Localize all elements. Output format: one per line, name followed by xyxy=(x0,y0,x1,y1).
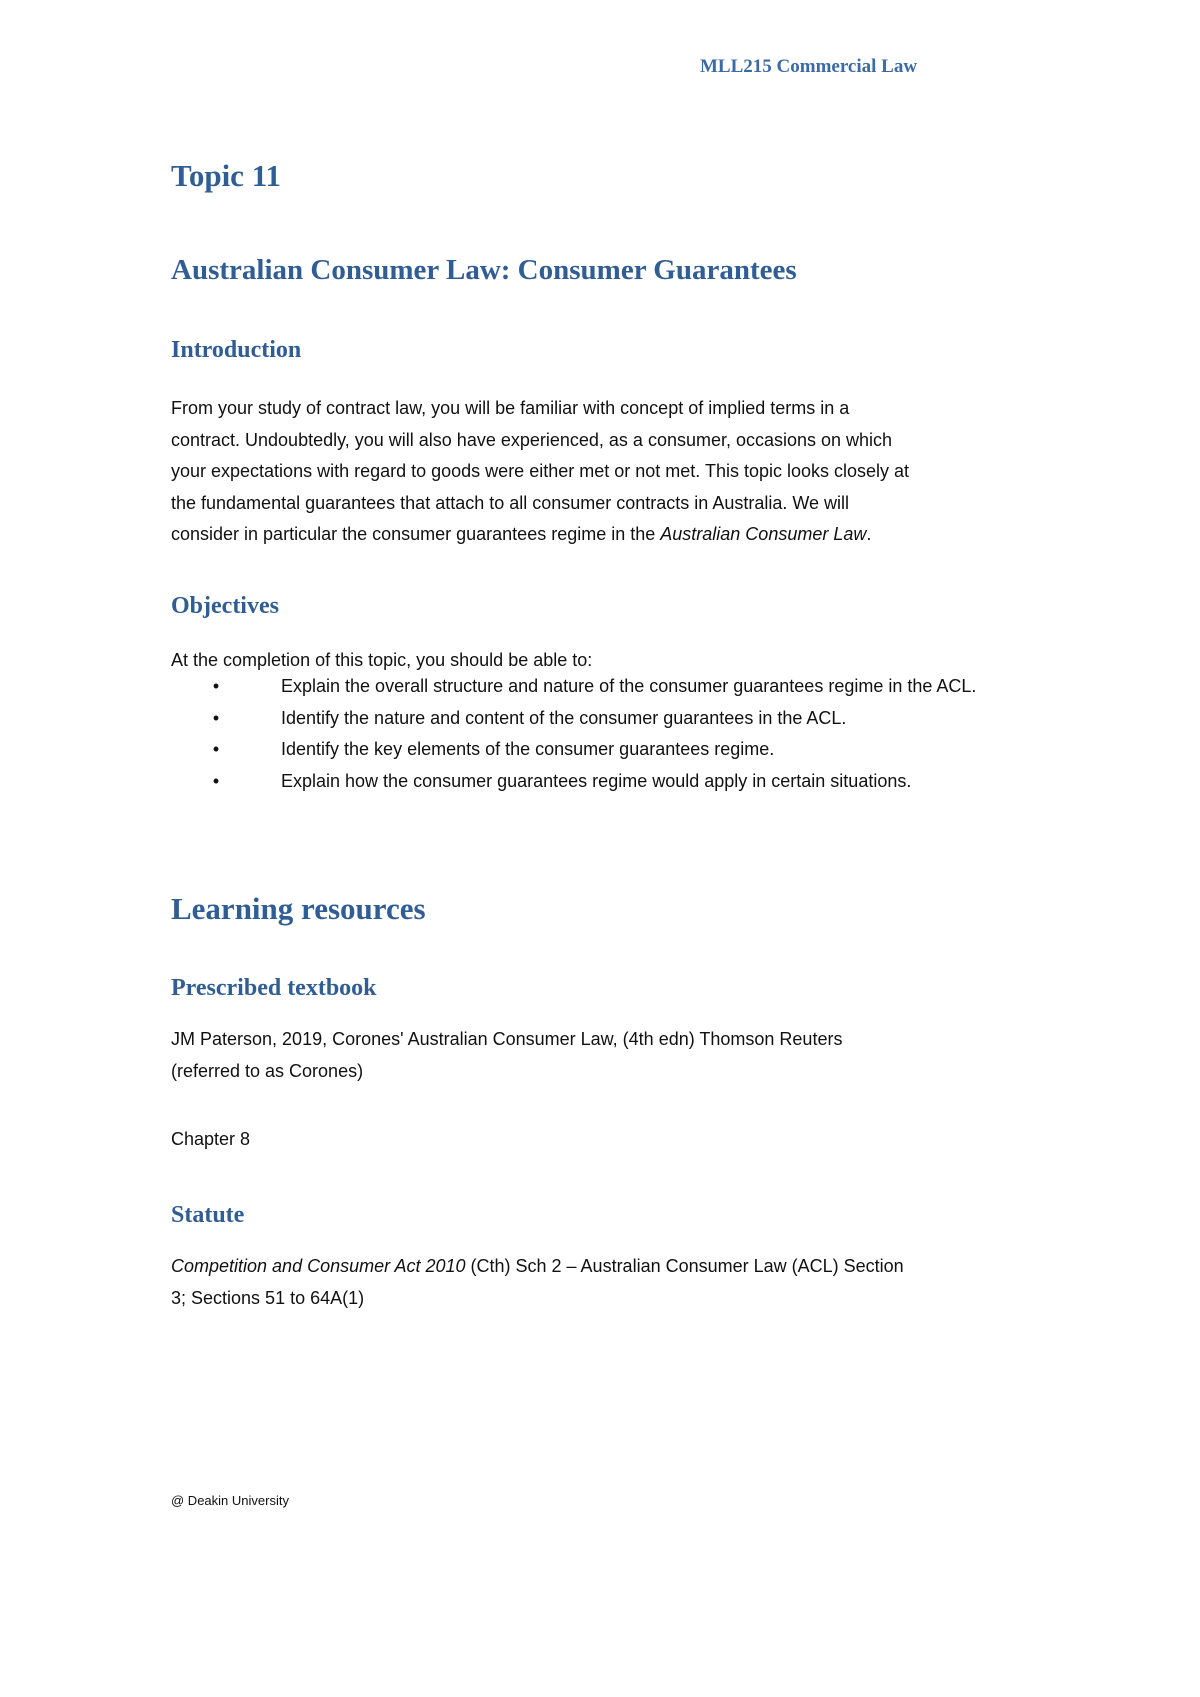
statute-heading: Statute xyxy=(171,1202,245,1228)
introduction-heading: Introduction xyxy=(171,337,302,363)
intro-line-5-prefix: consider in particular the consumer guarantees regime in the xyxy=(171,524,661,544)
statute-line-2: 3; Sections 51 to 64A(1) xyxy=(171,1287,365,1308)
intro-line-5-suffix: . xyxy=(866,524,872,544)
textbook-line-2: (referred to as Corones) xyxy=(171,1060,364,1081)
textbook-citation xyxy=(171,1024,1031,1087)
intro-line-3: your expectations with regard to goods were either met or not met. This topic looks closely at xyxy=(171,461,910,481)
objective-text: Identify the nature and content of the consumer guarantees in the ACL. xyxy=(281,707,847,728)
intro-acl-italic: Australian Consumer Law xyxy=(660,524,867,544)
intro-line-4: the fundamental guarantees that attach to all consumer contracts in Australia. We will xyxy=(171,492,850,513)
objectives-heading: Objectives xyxy=(171,593,279,619)
statute-citation xyxy=(171,1251,1031,1314)
bullet-icon: • xyxy=(212,676,220,696)
list-item xyxy=(171,734,1041,766)
list-item xyxy=(171,671,1041,703)
footer-copyright: @ Deakin University xyxy=(171,1493,289,1508)
bullet-icon: • xyxy=(212,739,220,759)
chapter-reference: Chapter 8 xyxy=(171,1129,251,1149)
textbook-line-1: JM Paterson, 2019, Corones' Australian Consumer Law, (4th edn) Thomson Reuters xyxy=(171,1029,843,1049)
bullet-icon: • xyxy=(212,707,220,728)
running-header-course: MLL215 Commercial Law xyxy=(700,56,918,77)
bullet-icon: • xyxy=(212,770,220,791)
intro-line-1: From your study of contract law, you will be familiar with concept of implied terms in a xyxy=(171,398,850,418)
statute-line-1-rest: (Cth) Sch 2 – Australian Consumer Law (ACL) Section xyxy=(465,1256,904,1276)
objective-text: Identify the key elements of the consumer guarantees regime. xyxy=(281,739,775,759)
intro-line-2: contract. Undoubtedly, you will also have experienced, as a consumer, occasions on which xyxy=(171,429,893,450)
statute-act-italic: Competition and Consumer Act 2010 xyxy=(171,1256,466,1276)
list-item xyxy=(171,766,1041,798)
list-item xyxy=(171,703,1041,735)
learning-resources-heading: Learning resources xyxy=(171,891,426,926)
introduction-paragraph xyxy=(171,393,1031,551)
prescribed-textbook-heading: Prescribed textbook xyxy=(171,975,377,1001)
objective-text: Explain the overall structure and nature of the consumer guarantees regime in the ACL. xyxy=(281,676,977,696)
objective-text: Explain how the consumer guarantees regime would apply in certain situations. xyxy=(281,770,912,791)
topic-title: Australian Consumer Law: Consumer Guarantees xyxy=(171,254,797,286)
objectives-list xyxy=(171,671,1041,797)
topic-heading: Topic 11 xyxy=(171,158,281,193)
objectives-lead: At the completion of this topic, you should be able to: xyxy=(171,650,593,670)
